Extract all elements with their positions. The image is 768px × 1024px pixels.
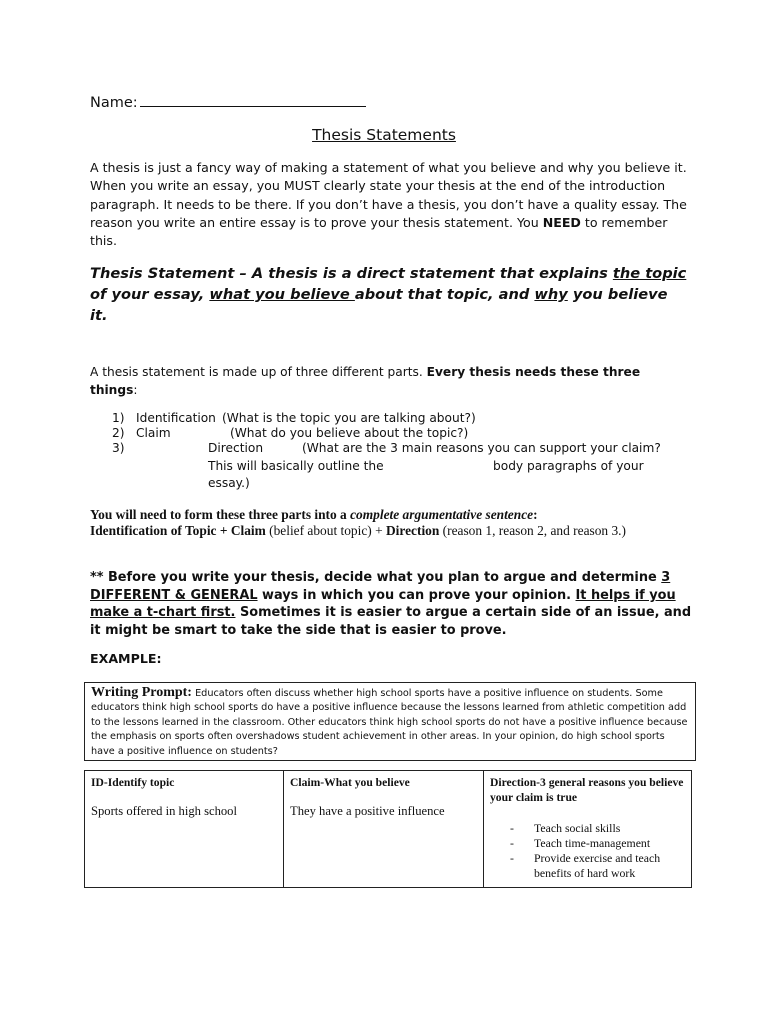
dash-bullet: - bbox=[510, 851, 514, 865]
note-text: ** Before you write your thesis, decide what you plan to argue and determine bbox=[90, 570, 662, 585]
note-underline: It helps if you make a t-chart first. bbox=[90, 587, 676, 621]
intro-paragraph bbox=[90, 159, 690, 250]
list-desc-cont: essay.) bbox=[208, 476, 250, 490]
list-item bbox=[490, 851, 685, 881]
list-item bbox=[112, 441, 682, 491]
name-label: Name: bbox=[90, 95, 138, 111]
table-cell-id bbox=[85, 771, 284, 888]
formula-colon: : bbox=[533, 507, 538, 522]
list-term: Claim bbox=[136, 426, 171, 440]
example-table bbox=[84, 770, 692, 888]
cell-value: Sports offered in high school bbox=[91, 804, 237, 818]
intro-text-end: to remember this. bbox=[90, 214, 668, 249]
list-term: Direction bbox=[208, 441, 264, 455]
formula-claim-note: (belief about topic) + bbox=[265, 523, 386, 538]
reasons-list bbox=[490, 821, 685, 881]
definition-text: of your essay, bbox=[90, 286, 210, 303]
cell-value: They have a positive influence bbox=[290, 804, 445, 818]
list-number: 3) bbox=[112, 441, 125, 455]
parts-intro-tail: : bbox=[133, 382, 138, 397]
formula-id: Identification of Topic bbox=[90, 523, 217, 538]
formula-line-1 bbox=[90, 507, 710, 523]
page-title: Thesis Statements bbox=[312, 126, 456, 144]
list-item bbox=[490, 836, 685, 851]
definition-text: you believe it. bbox=[90, 286, 668, 324]
table-cell-direction bbox=[484, 771, 692, 888]
list-term: Identification bbox=[136, 411, 216, 425]
list-number: 1) bbox=[112, 411, 125, 425]
list-desc-cont: This will basically outline the bbox=[208, 459, 384, 473]
formula-italic: complete argumentative sentence bbox=[350, 507, 534, 522]
example-label: EXAMPLE: bbox=[90, 651, 162, 666]
prompt-title: Writing Prompt: bbox=[91, 685, 192, 700]
reason-text: Provide exercise and teach benefits of hard work bbox=[534, 851, 661, 880]
definition-text: about that topic, and bbox=[354, 286, 535, 303]
table-cell-claim bbox=[284, 771, 484, 888]
before-you-write-note bbox=[90, 569, 700, 640]
dash-bullet: - bbox=[510, 821, 514, 835]
formula-direction-note: (reason 1, reason 2, and reason 3.) bbox=[439, 523, 626, 538]
formula-claim: Claim bbox=[230, 523, 266, 538]
list-desc: (What is the topic you are talking about?) bbox=[222, 411, 476, 425]
note-text: ways in which you can prove your opinion. bbox=[257, 587, 576, 603]
list-desc: (What do you believe about the topic?) bbox=[230, 426, 469, 440]
name-blank-line bbox=[140, 92, 366, 107]
column-header: Claim-What you believe bbox=[290, 776, 410, 789]
writing-prompt-box bbox=[84, 682, 696, 761]
formula-instruction: You will need to form these three parts into a bbox=[90, 507, 351, 522]
column-header: ID-Identify topic bbox=[91, 776, 175, 789]
definition-belief: what you believe bbox=[209, 286, 355, 303]
column-header: Direction-3 general reasons you believe your claim is true bbox=[490, 776, 684, 804]
name-field bbox=[90, 92, 366, 111]
list-desc: (What are the 3 main reasons you can support your claim? bbox=[302, 441, 661, 455]
table-row bbox=[85, 771, 692, 888]
formula-direction: Direction bbox=[386, 523, 440, 538]
thesis-definition bbox=[90, 263, 690, 326]
list-item bbox=[490, 821, 685, 836]
parts-intro-text: A thesis statement is made up of three different parts. bbox=[90, 365, 427, 379]
note-underline: 3 DIFFERENT & GENERAL bbox=[90, 570, 671, 603]
definition-why: why bbox=[534, 286, 568, 303]
parts-intro bbox=[90, 364, 690, 399]
reason-text: Teach social skills bbox=[534, 821, 621, 835]
intro-text: A thesis is just a fancy way of making a statement of what you believe and why you believe it. When you write an essay, you MUST clearly state your thesis at the end of the introduction paragraph. It needs to be there. If you don’t have a thesis, you don’t have a quality essay. The reason you write an entire essay is to prove your thesis statement. You bbox=[90, 160, 687, 230]
list-desc-cont: body paragraphs of your bbox=[493, 459, 644, 473]
intro-emphasis: NEED bbox=[542, 214, 581, 230]
parts-intro-bold: Every thesis needs these three things bbox=[90, 365, 641, 397]
reason-text: Teach time-management bbox=[534, 836, 651, 850]
formula-line-2 bbox=[90, 523, 710, 539]
prompt-body: Educators often discuss whether high school sports have a positive influence on students. Some educators think high school sports do have a positive influence because the lessons learned from athletic competition add to the lessons learned in the classroom. Other educators think high school sports do not have a positive influence because the emphasis on sports often overshadows student achievement in other areas. In your opinion, do high school sports have a positive influence on students? bbox=[91, 688, 688, 757]
list-number: 2) bbox=[112, 426, 125, 440]
note-text: Sometimes it is easier to argue a certain side of an issue, and it might be smart to take the side that is easier to prove. bbox=[90, 605, 692, 639]
definition-text: Thesis Statement – A thesis is a direct statement that explains bbox=[90, 265, 613, 282]
definition-topic: the topic bbox=[612, 265, 687, 282]
formula-paragraph bbox=[90, 507, 710, 539]
formula-plus: + bbox=[216, 523, 231, 538]
dash-bullet: - bbox=[510, 836, 514, 850]
